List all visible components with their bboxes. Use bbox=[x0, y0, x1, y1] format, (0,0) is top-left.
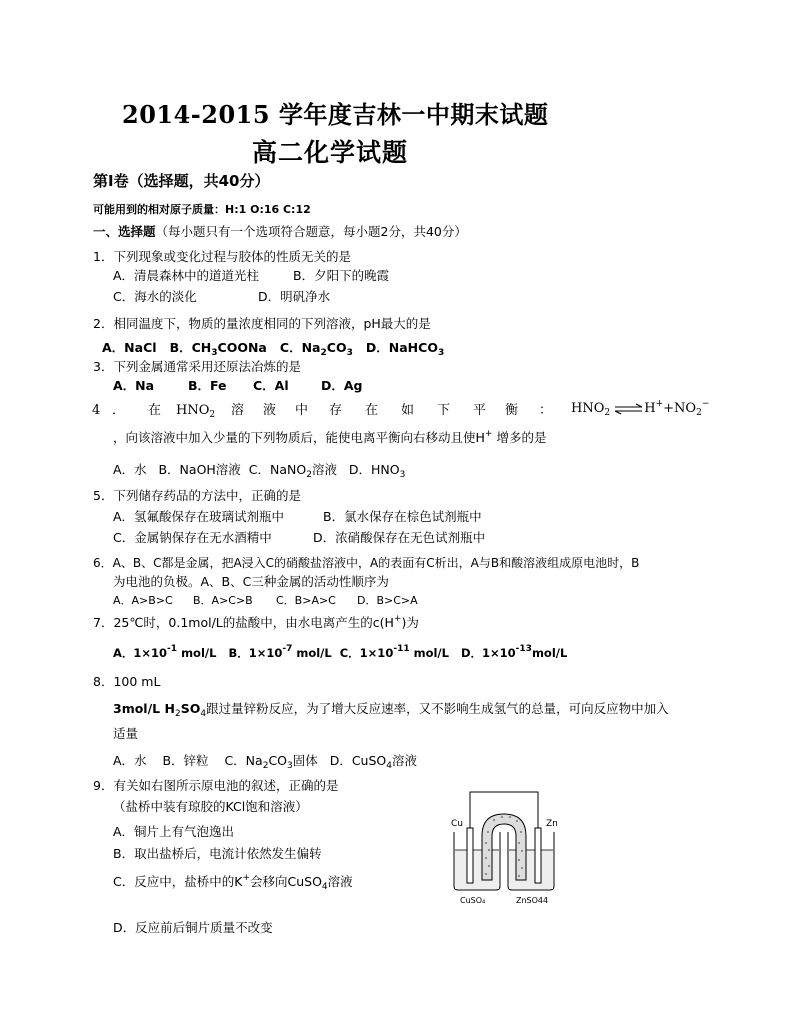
q6-option-d: D．B>C>A bbox=[357, 594, 418, 607]
q7-options bbox=[113, 644, 567, 661]
q9-option-a: A．铜片上有气泡逸出 bbox=[113, 824, 235, 839]
atomic-masses: 可能用到的相对原子质量：H:1 O:16 C:12 bbox=[93, 203, 311, 216]
q8-option-b: B．锌粒 bbox=[162, 753, 209, 768]
q8-option-d: D．CuSO$_4$溶液 bbox=[329, 753, 417, 771]
zinc-electrode bbox=[535, 828, 541, 883]
q2-option-b: B．$CH_3COONa$ bbox=[169, 340, 267, 358]
q8-stem: 8．100 mL bbox=[93, 674, 161, 689]
q8-options bbox=[113, 751, 417, 771]
q6-stem: 6．A、B、C都是金属，把A浸入C的硝酸盐溶液中，A的表面有C析出，A与B和酸溶液组成原电池时，B bbox=[93, 556, 640, 570]
q9-note: （盐桥中装有琼胶的KCl饱和溶液） bbox=[113, 799, 308, 814]
q5-option-b: B．氯水保存在棕色试剂瓶中 bbox=[323, 509, 482, 524]
q5-option-a: A．氢氟酸保存在玻璃试剂瓶中 bbox=[113, 509, 285, 524]
q6-option-c: C．B>A>C bbox=[276, 594, 336, 607]
q7-option-c: C．$1\times 10^{-11}$ mol/L bbox=[339, 644, 449, 660]
part1-heading bbox=[93, 222, 467, 240]
part1-description: （每小题只有一个选项符合题意，每小题2分，共40分） bbox=[155, 224, 467, 239]
q2-option-a: A．NaCl bbox=[102, 340, 157, 355]
q4-options bbox=[113, 460, 405, 480]
q9-option-d: D．反应前后铜片质量不改变 bbox=[113, 920, 273, 935]
right-solution-label: ZnSO44 bbox=[516, 896, 549, 905]
q3-option-c: C．Al bbox=[253, 378, 289, 393]
title-line-2: 高二化学试题 bbox=[252, 138, 409, 167]
q2-stem: 2．相同温度下，物质的量浓度相同的下列溶液，pH最大的是 bbox=[93, 316, 431, 331]
q8-stem-line3: 适量 bbox=[113, 726, 139, 741]
q5-option-d: D．浓硝酸保存在无色试剂瓶中 bbox=[313, 530, 486, 545]
cu-label: Cu bbox=[451, 819, 463, 829]
q3-stem: 3．下列金属通常采用还原法冶炼的是 bbox=[93, 359, 301, 374]
q6-option-b: B．A>C>B bbox=[193, 594, 253, 607]
q4-equilibrium-equation: $HNO_2$ $H^++NO_2^-$ bbox=[571, 399, 710, 418]
q8-option-a: A．水 bbox=[113, 753, 147, 768]
q1-option-d: D．明矾净水 bbox=[258, 289, 331, 304]
q7-option-a: A．$1\times 10^{-1}$ mol/L bbox=[113, 644, 217, 660]
q3-option-a: A．Na bbox=[113, 378, 155, 393]
q4-stem-continued: ，向该溶液中加入少量的下列物质后，能使电离平衡向右移动且使H+ 增多的是 bbox=[113, 429, 547, 445]
part1-label: 一、选择题 bbox=[93, 224, 156, 239]
equilibrium-arrow-icon bbox=[614, 403, 644, 415]
left-solution-label: CuSO₄ bbox=[460, 896, 486, 905]
q3-option-b: B．Fe bbox=[188, 378, 227, 393]
q8-option-c: C．$Na_2CO_3$固体 bbox=[224, 753, 318, 771]
q2-options bbox=[102, 338, 444, 358]
q9-option-b: B．取出盐桥后，电流计依然发生偏转 bbox=[113, 846, 322, 861]
q7-option-d: D．$1\times 10^{-13}mol/L$ bbox=[460, 644, 568, 660]
q2-option-c: C．$Na_2CO_3$ bbox=[279, 340, 353, 358]
q4-option-b: B．NaOH溶液 bbox=[158, 462, 241, 477]
q1-stem: 1．下列现象或变化过程与胶体的性质无关的是 bbox=[93, 249, 351, 264]
q4-option-c: C．NaNO$_2$溶液 bbox=[248, 462, 337, 480]
q5-stem: 5．下列储存药品的方法中，正确的是 bbox=[93, 488, 301, 503]
title-line-1: 2014-2015 学年度吉林一中期末试题 bbox=[122, 100, 549, 129]
zn-label: Zn bbox=[546, 819, 558, 829]
q4-option-a: A．水 bbox=[113, 462, 147, 477]
q9-option-c: C．反应中，盐桥中的K+会移向CuSO$_4$溶液 bbox=[113, 873, 353, 892]
q8-stem-continued: 3mol/L $H_2SO_4$跟过量锌粉反应，为了增大反应速率，又不影响生成氢气的总量，可向反应物中加入 bbox=[113, 701, 669, 719]
q6-stem-continued: 为电池的负极。A、B、C三种金属的活动性顺序为 bbox=[113, 574, 389, 589]
q4-stem: 4 ． 在 $HNO_2$ 溶 液 中 存 在 如 下 平 衡 ： bbox=[92, 403, 553, 420]
q1-option-b: B．夕阳下的晚霞 bbox=[293, 268, 390, 283]
q7-option-b: B．$1\times 10^{-7}$ mol/L bbox=[228, 644, 332, 660]
q7-stem: 7．25℃时，0.1mol/L的盐酸中，由水电离产生的c(H+)为 bbox=[93, 614, 419, 630]
section-heading: 第Ⅰ卷（选择题，共40分） bbox=[93, 172, 270, 190]
q1-option-c: C．海水的淡化 bbox=[113, 289, 197, 304]
q3-option-d: D．Ag bbox=[321, 378, 363, 393]
q9-stem: 9．有关如右图所示原电池的叙述，正确的是 bbox=[93, 778, 339, 793]
q5-option-c: C．金属钠保存在无水酒精中 bbox=[113, 530, 272, 545]
q4-option-d: D．$HNO_3$ bbox=[348, 462, 406, 480]
q2-option-d: D．NaHCO$_3$ bbox=[365, 340, 445, 358]
q1-option-a: A．清晨森林中的道道光柱 bbox=[113, 268, 260, 283]
galvanic-cell-diagram bbox=[446, 788, 586, 906]
q6-option-a: A．A>B>C bbox=[113, 594, 173, 607]
salt-bridge bbox=[482, 814, 526, 880]
copper-electrode bbox=[467, 828, 473, 883]
